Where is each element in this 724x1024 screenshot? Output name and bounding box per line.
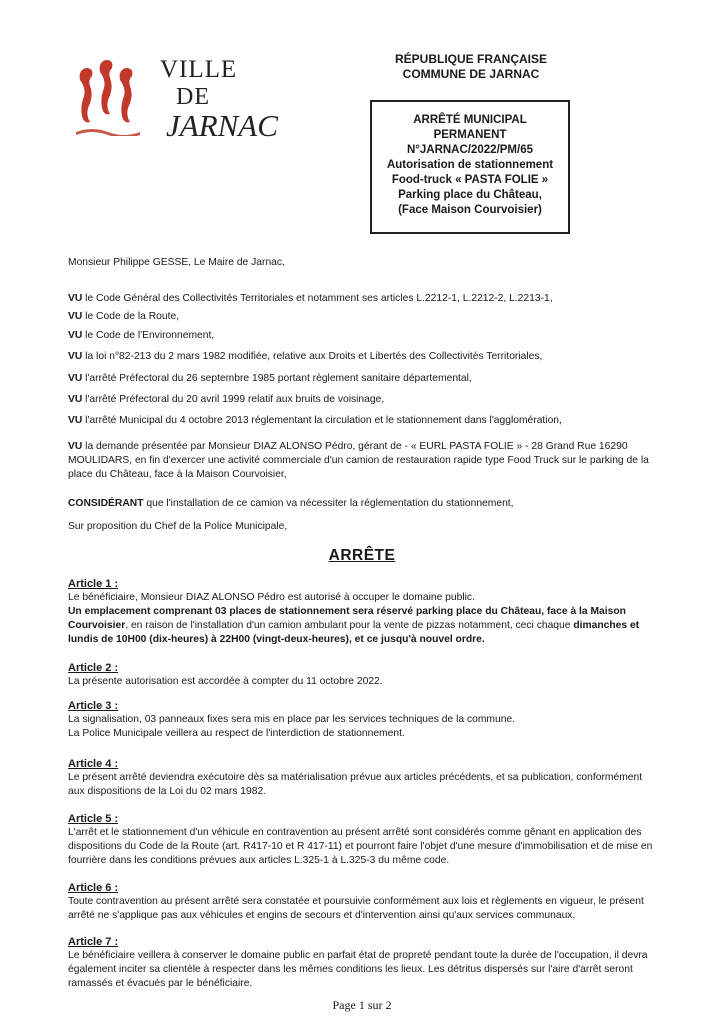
- vu-line: VU l'arrêté Préfectoral du 26 septembre 1985 portant règlement sanitaire départemental,: [68, 373, 472, 384]
- commune-title: COMMUNE DE JARNAC: [402, 67, 540, 81]
- town-logo: [72, 56, 278, 143]
- article-text: Le bénéficiaire veillera à conserver le domaine public en parfait état de propreté pendant toute la durée de l'occupation, il devra également inciter sa clientèle à respecter dans les mêmes conditions les lieux. Les détritus dispersés sur l'aire d'arrêt seront ramassés et évacués par le bénéficiaire.: [68, 950, 648, 989]
- proposition: Sur proposition du Chef de la Police Municipale,: [68, 521, 288, 532]
- vu-line: VU l'arrêté Municipal du 4 octobre 2013 réglementant la circulation et le stationnement dans l'agglomération,: [68, 415, 562, 426]
- article-title: Article 1 :: [68, 578, 119, 590]
- article-text: Toute contravention au présent arrêté sera constatée et poursuivie conformément aux lois et règlements en vigueur, le présent arrêté ne s'applique pas aux véhicules et engins de secours et d'intervention ainsi qu'aux services communaux.: [68, 896, 644, 921]
- logo-line-3: JARNAC: [166, 108, 278, 143]
- page-number: Page 1 sur 2: [332, 998, 392, 1012]
- article-text: La signalisation, 03 panneaux fixes sera mis en place par les services techniques de la commune.: [68, 714, 516, 725]
- article-text: Le présent arrêté deviendra exécutoire dès sa matérialisation prévue aux articles précédents, et sa publication, conformément aux dispositions de la Loi du 02 mars 1982.: [68, 772, 643, 797]
- article-title: Article 6 :: [68, 882, 119, 894]
- arrete-box-line: PERMANENT: [433, 129, 507, 141]
- logo-line-2: DE: [176, 84, 210, 110]
- vu-demande: VU la demande présentée par Monsieur DIAZ ALONSO Pédro, gérant de - « EURL PASTA FOLIE » - 28 Grand Rue 16290 MOULIDARS, en fin d'exercer une activité commerciale d'un camion de restauration rapide type Food Truck sur le parking de la place du Château, face à la Maison Courvoisier,: [68, 441, 649, 480]
- article-text: La Police Municipale veillera au respect de l'interdiction de stationnement.: [68, 728, 405, 739]
- article-title: Article 7 :: [68, 936, 119, 948]
- arrete-box-line: N°JARNAC/2022/PM/65: [406, 144, 534, 156]
- logo-line-1: VILLE: [160, 56, 238, 83]
- republic-title: RÉPUBLIQUE FRANÇAISE: [394, 52, 547, 66]
- republic-header: [368, 52, 574, 82]
- considerant: CONSIDÉRANT que l'installation de ce camion va nécessiter la réglementation du stationnement,: [68, 498, 514, 509]
- vu-line: VU le Code de l'Environnement,: [68, 330, 215, 341]
- article-7: [68, 935, 660, 991]
- arrete-heading: ARRÊTE: [328, 547, 396, 564]
- vu-line: VU l'arrêté Préfectoral du 20 avril 1999 relatif aux bruits de voisinage,: [68, 394, 385, 405]
- article-6: [68, 881, 660, 923]
- arrete-box-line: ARRÊTÉ MUNICIPAL: [413, 114, 527, 126]
- seahorse-emblem-icon: [72, 58, 144, 136]
- vu-line: VU le Code de la Route,: [68, 311, 180, 322]
- maire-line: Monsieur Philippe GESSE, Le Maire de Jarnac,: [68, 257, 285, 268]
- article-title: Article 5 :: [68, 813, 119, 825]
- vu-line: VU la loi n°82-213 du 2 mars 1982 modifiée, relative aux Droits et Libertés des Collectivités Territoriales,: [68, 351, 543, 362]
- article-4: [68, 757, 660, 799]
- article-title: Article 2 :: [68, 662, 119, 674]
- arrete-box-line: Autorisation de stationnement: [386, 159, 554, 171]
- article-3: [68, 699, 660, 741]
- article-text: L'arrêt et le stationnement d'un véhicule en contravention au présent arrêté sont considérés comme gênant en application des dispositions du Code de la Route (art. R417-10 et R 417-11) et pourront faire l'objet d'une mesure d'immobilisation et de mise en fourrière dans les conditions prévues aux articles L.325-1 à L.325-3 du même code.: [68, 827, 653, 866]
- article-5: [68, 812, 660, 868]
- arrete-box-line: Parking place du Château,: [398, 189, 542, 201]
- article-1: [68, 577, 660, 647]
- article-2: [68, 661, 660, 689]
- arrete-box-line: (Face Maison Courvoisier): [398, 204, 542, 216]
- arrete-reference-box: [370, 100, 570, 234]
- vu-line: VU le Code Général des Collectivités Territoriales et notamment ses articles L.2212-1, L.2212-2, L.2213-1,: [68, 293, 553, 304]
- article-text: Un emplacement comprenant 03 places de stationnement sera réservé parking place du Château, face à la Maison Courvoisier, en raison de l'installation d'un camion ambulant pour la vente de pizzas notamment, ceci chaque dimanches et lundis de 10H00 (dix-heures) à 22H00 (vingt-deux-heures), et ce jusqu'à nouvel ordre.: [68, 606, 640, 645]
- article-text: Le bénéficiaire, Monsieur DIAZ ALONSO Pédro est autorisé à occuper le domaine public.: [68, 592, 475, 603]
- article-text: La présente autorisation est accordée à compter du 11 octobre 2022.: [68, 676, 383, 687]
- article-title: Article 4 :: [68, 758, 119, 770]
- arrete-box-line: Food-truck « PASTA FOLIE »: [391, 174, 549, 186]
- article-title: Article 3 :: [68, 700, 119, 712]
